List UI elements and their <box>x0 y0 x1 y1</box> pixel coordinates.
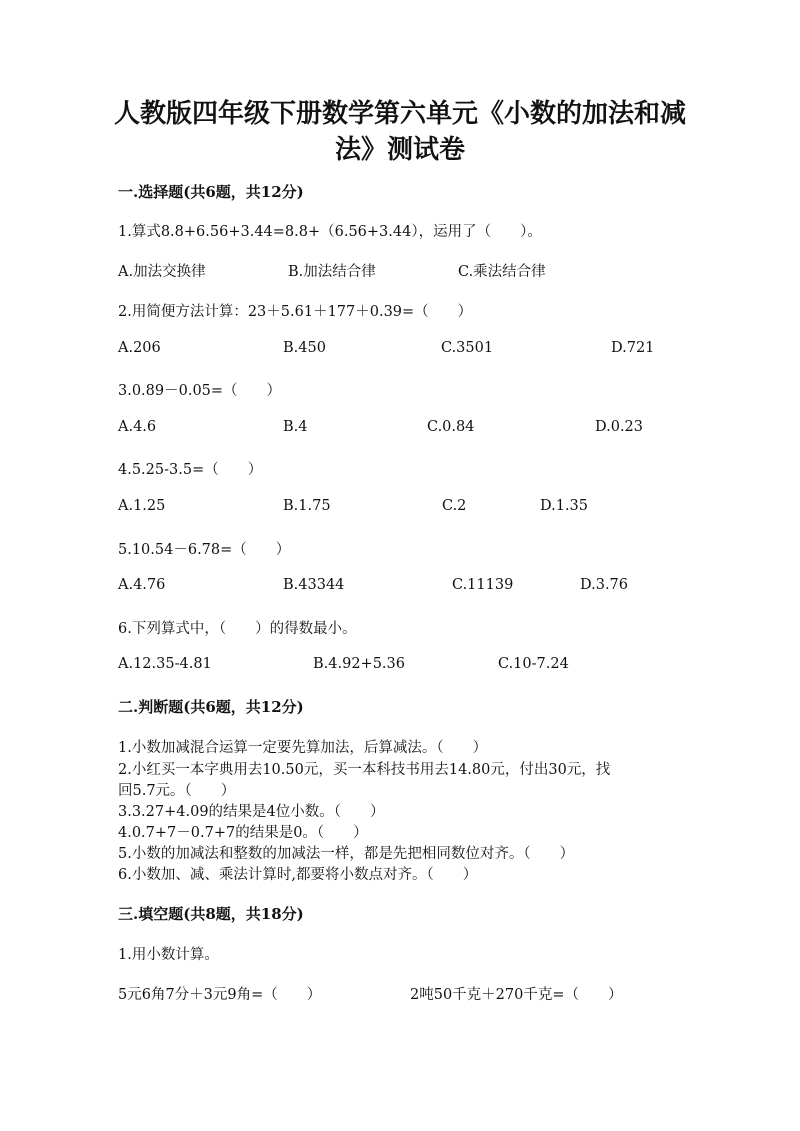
choice-question-1: 1.算式8.8+6.56+3.44=8.8+（6.56+3.44），运用了（ ）。 <box>118 224 542 240</box>
judge-question-1: 1.小数加减混合运算一定要先算加法，后算减法。（ ） <box>118 740 488 756</box>
choice-question-4: 4.5.25-3.5=（ ） <box>118 462 263 478</box>
choice-3-option-c: C.0.84 <box>427 419 475 435</box>
judge-question-3: 3.3.27+4.09的结果是4位小数。（ ） <box>118 804 385 820</box>
fill-question-1: 1.用小数计算。 <box>118 947 219 963</box>
choice-4-option-c: C.2 <box>442 498 467 514</box>
choice-question-6: 6.下列算式中，（ ）的得数最小。 <box>118 621 357 637</box>
choice-2-option-a: A.206 <box>118 340 161 356</box>
choice-question-2: 2.用简便方法计算：23＋5.61＋177＋0.39=（ ） <box>118 304 473 320</box>
choice-question-5: 5.10.54－6.78=（ ） <box>118 542 291 558</box>
choice-3-option-d: D.0.23 <box>595 419 644 435</box>
page-title <box>80 96 720 168</box>
choice-4-option-d: D.1.35 <box>540 498 589 514</box>
choice-2-option-b: B.450 <box>283 340 326 356</box>
title-line-1: 人教版四年级下册数学第六单元《小数的加法和减 <box>113 99 686 129</box>
choice-1-option-c: C.乘法结合律 <box>458 264 546 280</box>
judge-question-2: 2.小红买一本字典用去10.50元，买一本科技书用去14.80元，付出30元，找 <box>118 762 611 778</box>
section-heading-judge: 二.判断题(共6题，共12分) <box>118 698 304 716</box>
section-heading-fill: 三.填空题(共8题，共18分) <box>118 905 304 923</box>
choice-3-option-b: B.4 <box>283 419 308 435</box>
fill-1-item-1: 5元6角7分＋3元9角=（ ） <box>118 987 322 1003</box>
choice-5-option-d: D.3.76 <box>580 577 629 593</box>
choice-4-option-b: B.1.75 <box>283 498 331 514</box>
choice-question-3: 3.0.89－0.05=（ ） <box>118 383 282 399</box>
choice-5-option-a: A.4.76 <box>118 577 166 593</box>
choice-6-option-b: B.4.92+5.36 <box>313 656 405 672</box>
judge-question-5: 5.小数的加减法和整数的加减法一样，都是先把相同数位对齐。（ ） <box>118 846 575 862</box>
choice-2-option-d: D.721 <box>611 340 655 356</box>
fill-1-item-2: 2吨50千克＋270千克=（ ） <box>410 987 623 1003</box>
choice-3-option-a: A.4.6 <box>118 419 157 435</box>
choice-4-option-a: A.1.25 <box>118 498 166 514</box>
choice-1-option-a: A.加法交换律 <box>118 264 206 280</box>
choice-5-option-b: B.43344 <box>283 577 345 593</box>
judge-question-2-cont: 回5.7元。（ ） <box>118 783 236 799</box>
choice-6-option-a: A.12.35-4.81 <box>118 656 212 672</box>
choice-5-option-c: C.11139 <box>452 577 514 593</box>
section-heading-choice: 一.选择题(共6题，共12分) <box>118 183 304 201</box>
judge-question-4: 4.0.7+7－0.7+7的结果是0。（ ） <box>118 825 368 841</box>
choice-1-option-b: B.加法结合律 <box>288 264 376 280</box>
choice-6-option-c: C.10-7.24 <box>498 656 569 672</box>
title-line-2: 法》测试卷 <box>334 135 465 165</box>
choice-2-option-c: C.3501 <box>441 340 494 356</box>
judge-question-6: 6.小数加、减、乘法计算时,都要将小数点对齐。（ ） <box>118 867 478 883</box>
